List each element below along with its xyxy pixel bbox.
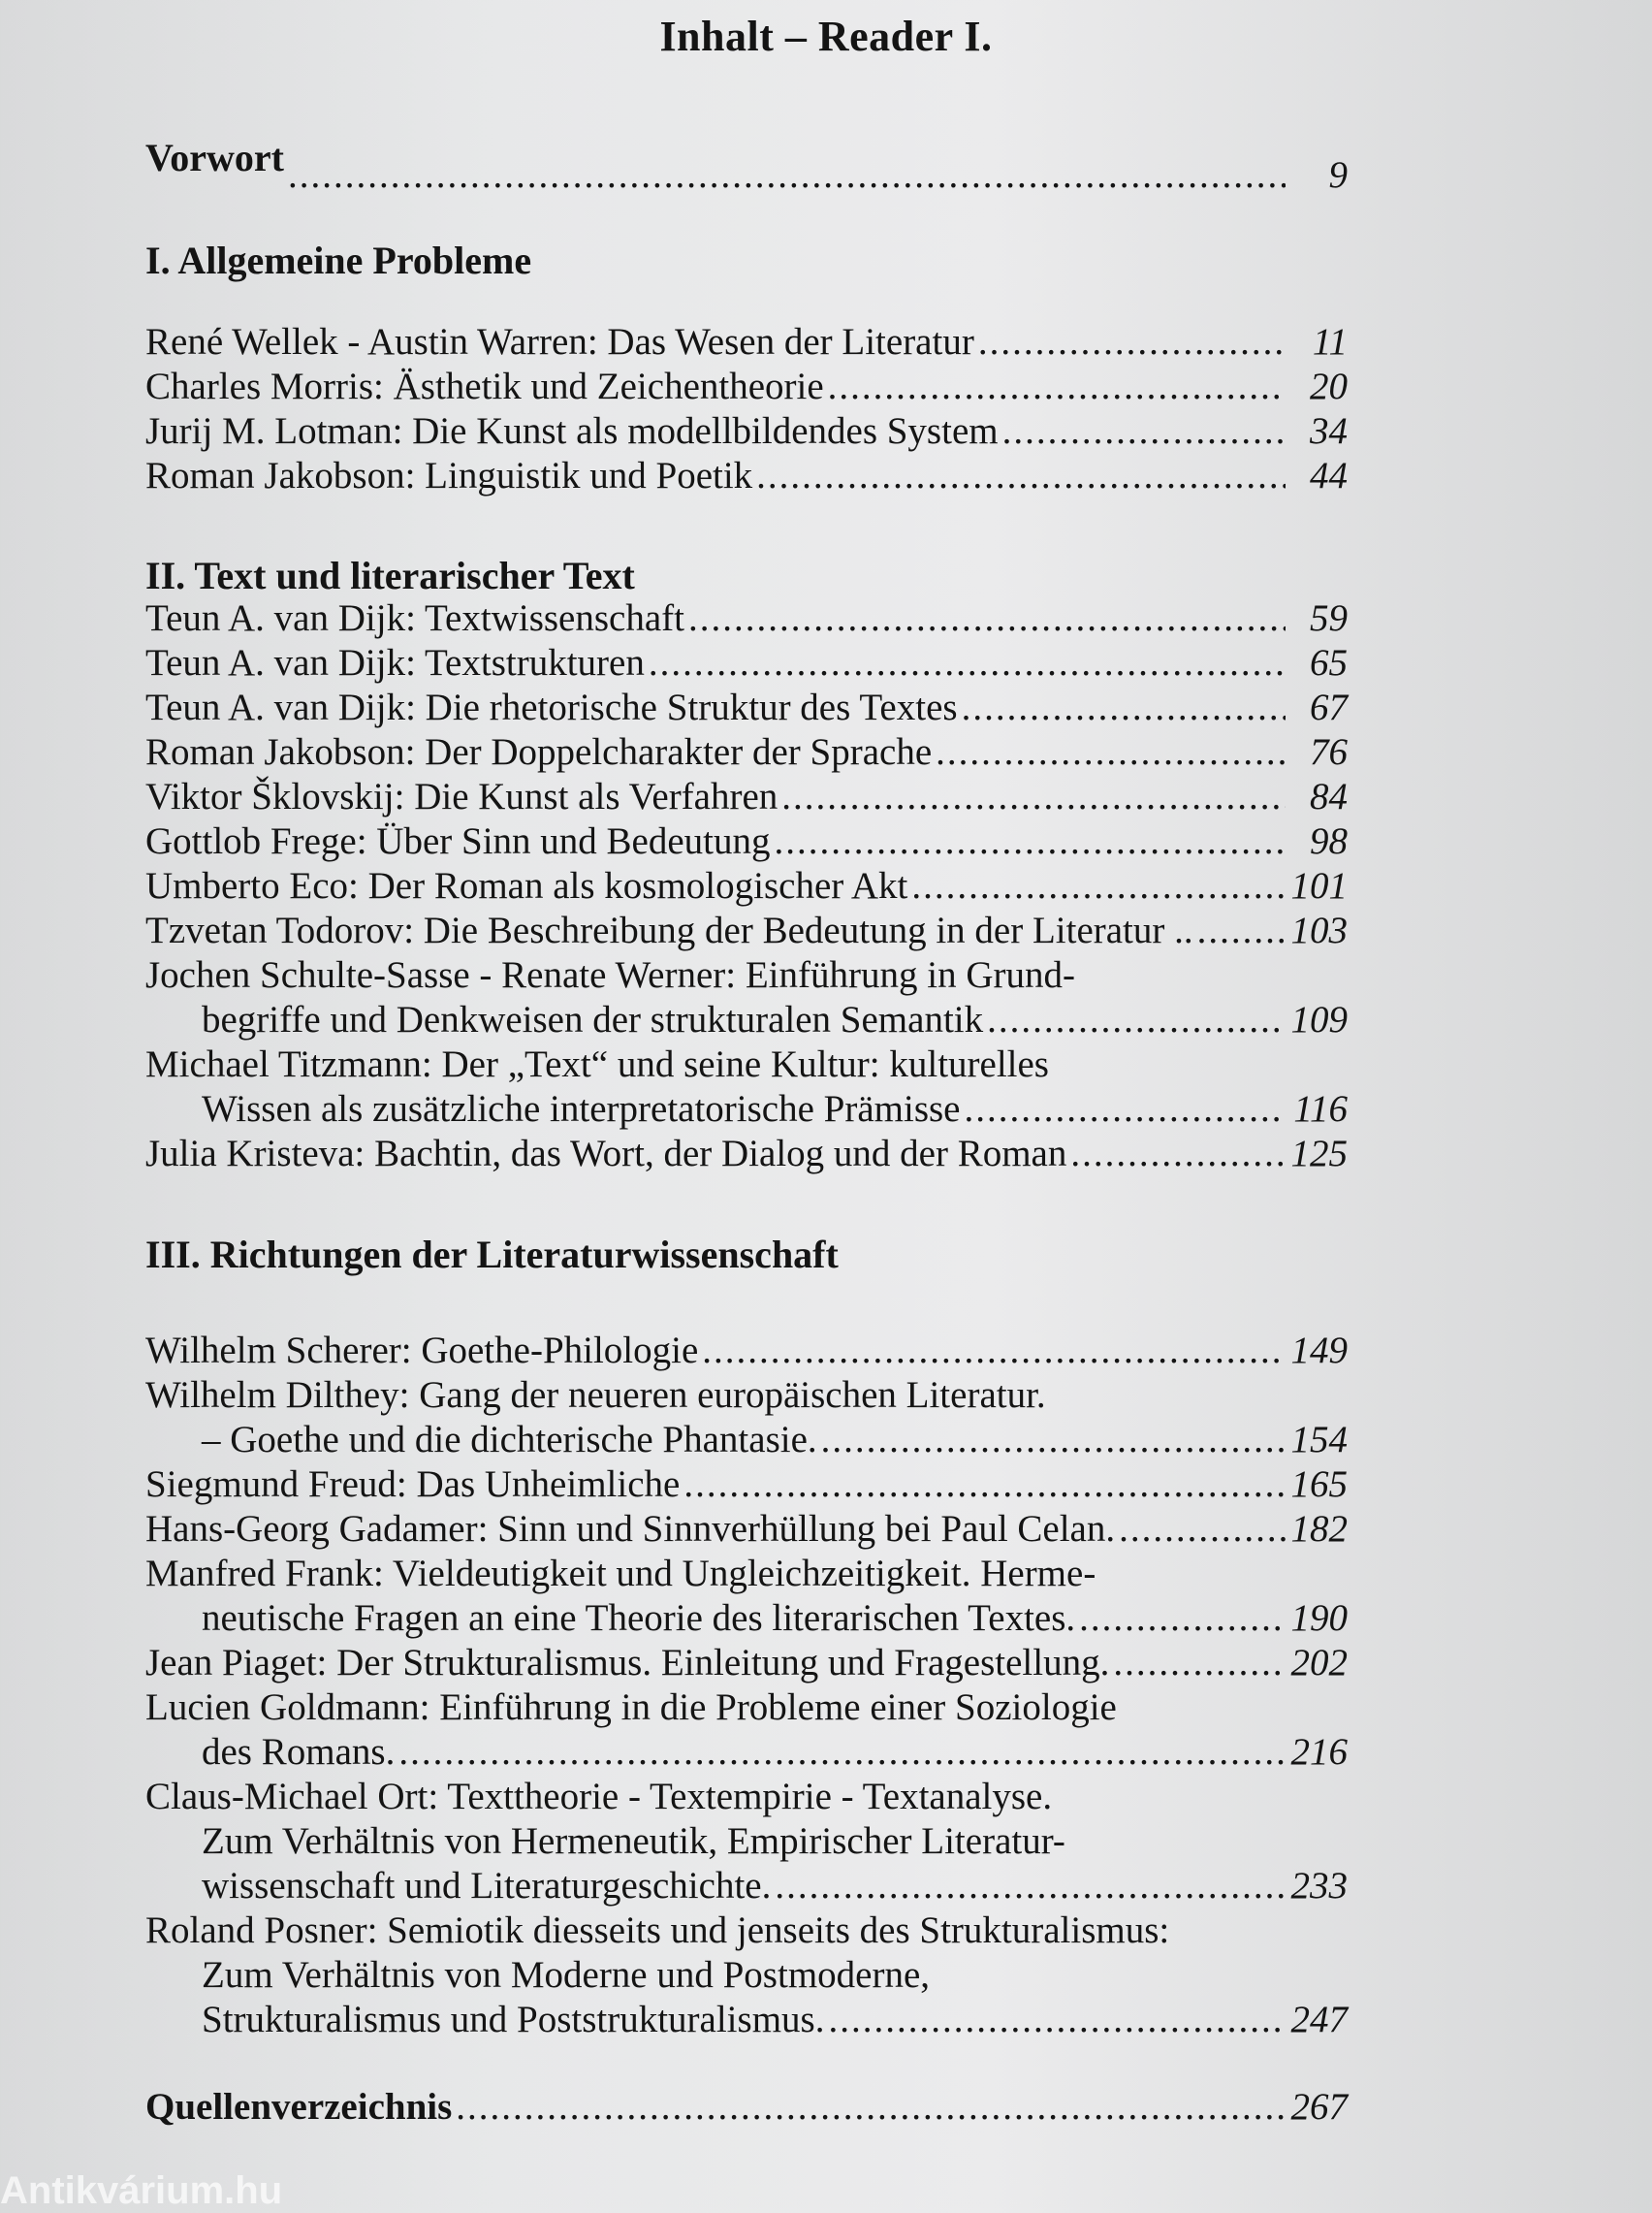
dot-leader — [821, 1418, 1286, 1462]
toc-entry-page-number: 125 — [1290, 1133, 1348, 1174]
toc-entry-text: Lucien Goldmann: Einführung in die Probleme einer Soziologie — [145, 1686, 1117, 1728]
toc-entry-vorwort-page-number: 9 — [1328, 154, 1348, 196]
toc-entry-line — [145, 1775, 1348, 1819]
toc-entry-line — [145, 1132, 1348, 1176]
toc-entry-quellen-line — [145, 2085, 1348, 2130]
toc-entry — [145, 686, 1348, 730]
watermark: Antikvárium.hu — [0, 2169, 283, 2212]
toc-entry-line — [145, 1596, 1348, 1641]
toc-entry-vorwort — [145, 136, 1348, 198]
toc-entry — [145, 1552, 1348, 1641]
toc-entry-page-number: 67 — [1310, 687, 1348, 728]
toc-entry-vorwort-text: Vorwort — [145, 136, 284, 179]
toc-entry-text: Wissen als zusätzliche interpretatorische Prämisse — [202, 1088, 961, 1130]
toc-entry-page-number: 103 — [1290, 910, 1348, 951]
toc-entry — [145, 1329, 1348, 1373]
toc-entry-page-number: 154 — [1290, 1419, 1348, 1460]
dot-leader — [978, 320, 1286, 365]
toc-entry-page-number: 101 — [1290, 865, 1348, 907]
toc-entry-line — [145, 998, 1348, 1042]
toc-entry-page-number: 149 — [1290, 1330, 1348, 1371]
toc-entry-line — [145, 320, 1348, 365]
dot-leader — [911, 864, 1286, 909]
dot-leader — [756, 454, 1286, 498]
toc-entry-line — [145, 1819, 1348, 1864]
toc-entry-text: begriffe und Denkweisen der strukturalen Semantik — [202, 999, 984, 1041]
toc-entry — [145, 454, 1348, 498]
dot-leader — [1113, 1641, 1286, 1685]
dot-leader — [775, 819, 1286, 864]
dot-leader — [649, 641, 1286, 686]
toc-entry-text: Teun A. van Dijk: Textwissenschaft — [145, 597, 684, 639]
toc-entry-text: Siegmund Freud: Das Unheimliche — [145, 1463, 681, 1505]
toc-entry-page-number: 76 — [1310, 731, 1348, 773]
section-heading: I. Allgemeine Probleme — [145, 239, 532, 282]
toc-entry — [145, 596, 1348, 641]
dot-leader — [962, 686, 1286, 730]
toc-entry-page-number: 44 — [1310, 455, 1348, 497]
toc-entry — [145, 1507, 1348, 1552]
page-title: Inhalt – Reader I. — [659, 13, 993, 60]
toc-entry-page-number: 190 — [1290, 1597, 1348, 1639]
toc-entry-line — [145, 1462, 1348, 1507]
toc-entry — [145, 1132, 1348, 1176]
toc-entry-page-number: 34 — [1310, 410, 1348, 452]
toc-entry-line — [145, 730, 1348, 775]
toc-entry-line — [145, 1507, 1348, 1552]
toc-entry-page-number: 84 — [1310, 776, 1348, 818]
toc-entry-line — [145, 1953, 1348, 1998]
toc-entry-text: des Romans. — [202, 1731, 396, 1773]
toc-entry-line — [145, 1373, 1348, 1418]
toc-entry-text: Wilhelm Scherer: Goethe-Philologie — [145, 1330, 699, 1371]
dot-leader — [775, 1864, 1286, 1908]
toc-entry-line — [145, 596, 1348, 641]
toc-entry-text: wissenschaft und Literaturgeschichte. — [202, 1865, 772, 1907]
toc-entry-line — [145, 365, 1348, 409]
toc-entry-page-number: 109 — [1290, 999, 1348, 1041]
toc-entry-line — [145, 454, 1348, 498]
toc-entry-line — [145, 1641, 1348, 1685]
toc-entry — [145, 641, 1348, 686]
dot-leader — [1119, 1507, 1286, 1552]
toc-entry-line — [145, 1730, 1348, 1775]
dot-leader — [1002, 409, 1286, 454]
toc-entry-page-number: 216 — [1290, 1731, 1348, 1773]
toc-entry-text: Manfred Frank: Vieldeutigkeit und Ungleichzeitigkeit. Herme- — [145, 1553, 1096, 1594]
dot-leader — [828, 1998, 1286, 2042]
toc-entry-text: Roman Jakobson: Linguistik und Poetik — [145, 455, 753, 497]
toc-entry — [145, 1462, 1348, 1507]
toc-entry-vorwort-line — [145, 136, 1348, 198]
toc-entry — [145, 1775, 1348, 1908]
toc-entry-line — [145, 1042, 1348, 1087]
toc-entry — [145, 320, 1348, 365]
toc-entry-line — [145, 1329, 1348, 1373]
toc-entry — [145, 864, 1348, 909]
toc-entry — [145, 1373, 1348, 1462]
toc-entry-page-number: 116 — [1293, 1088, 1348, 1130]
toc-entry-page-number: 65 — [1310, 642, 1348, 684]
dot-leader — [828, 365, 1286, 409]
dot-leader — [1070, 1132, 1286, 1176]
toc-entry — [145, 1908, 1348, 2042]
toc-entry-line — [145, 1552, 1348, 1596]
toc-entry-line — [145, 1418, 1348, 1462]
toc-entry — [145, 730, 1348, 775]
toc-entry-line — [145, 953, 1348, 998]
toc-entry-text: Tzvetan Todorov: Die Beschreibung der Bedeutung in der Literatur .. — [145, 910, 1193, 951]
toc-entry-quellen — [145, 2085, 1348, 2130]
toc-entry-line — [145, 641, 1348, 686]
toc-entry-text: Viktor Šklovskij: Die Kunst als Verfahren — [145, 776, 778, 818]
toc-entry-text: Roland Posner: Semiotik diesseits und jenseits des Strukturalismus: — [145, 1909, 1170, 1951]
toc-entry — [145, 1685, 1348, 1775]
toc-entry-text: Umberto Eco: Der Roman als kosmologischer Akt — [145, 865, 908, 907]
dot-leader — [702, 1329, 1286, 1373]
toc-entry-line — [145, 819, 1348, 864]
dot-leader — [1197, 909, 1286, 953]
toc-entry-text: Jochen Schulte-Sasse - Renate Werner: Einführung in Grund- — [145, 954, 1075, 996]
toc-entry-line — [145, 1908, 1348, 1953]
toc-entry-text: Claus-Michael Ort: Texttheorie - Textempirie - Textanalyse. — [145, 1776, 1053, 1817]
toc-entry-text: Charles Morris: Ästhetik und Zeichentheorie — [145, 366, 824, 407]
toc-entry — [145, 409, 1348, 454]
toc-entry — [145, 909, 1348, 953]
toc-entry-text: Teun A. van Dijk: Die rhetorische Struktur des Textes — [145, 687, 958, 728]
toc-entry — [145, 365, 1348, 409]
toc-entry-quellen-text: Quellenverzeichnis — [145, 2086, 453, 2128]
toc-entry-page-number: 20 — [1310, 366, 1348, 407]
dot-leader — [965, 1087, 1287, 1132]
dot-leader — [688, 596, 1286, 641]
toc-entry-page-number: 202 — [1290, 1642, 1348, 1684]
toc-entry-text: Jean Piaget: Der Strukturalismus. Einleitung und Fragestellung. — [145, 1642, 1110, 1684]
toc-entry-line — [145, 1998, 1348, 2042]
toc-entry-line — [145, 1087, 1348, 1132]
toc-entry-text: René Wellek - Austin Warren: Das Wesen der Literatur — [145, 321, 974, 363]
dot-leader — [398, 1730, 1286, 1775]
dot-leader — [683, 1462, 1286, 1507]
toc-entry-line — [145, 909, 1348, 953]
dot-leader — [987, 998, 1286, 1042]
toc-entry-line — [145, 686, 1348, 730]
toc-entry-text: – Goethe und die dichterische Phantasie. — [202, 1419, 817, 1460]
toc-entry-text: Julia Kristeva: Bachtin, das Wort, der Dialog und der Roman — [145, 1133, 1067, 1174]
toc-entry-text: Zum Verhältnis von Hermeneutik, Empirischer Literatur- — [202, 1820, 1065, 1862]
dot-leader — [1079, 1596, 1286, 1641]
toc-entry-text: Strukturalismus und Poststrukturalismus. — [202, 1999, 825, 2040]
toc-entry-page-number: 165 — [1290, 1463, 1348, 1505]
toc-entry-text: Teun A. van Dijk: Textstrukturen — [145, 642, 645, 684]
toc-entry-line — [145, 409, 1348, 454]
toc-entry-text: Michael Titzmann: Der „Text“ und seine Kultur: kulturelles — [145, 1043, 1049, 1085]
toc-entry — [145, 775, 1348, 819]
toc-entry-page-number: 182 — [1290, 1508, 1348, 1550]
toc-entry — [145, 1042, 1348, 1132]
toc-entry-line — [145, 1685, 1348, 1730]
dot-leader — [781, 775, 1286, 819]
toc-entry-text: Zum Verhältnis von Moderne und Postmoderne, — [202, 1954, 931, 1996]
section-heading: II. Text und literarischer Text — [145, 554, 635, 597]
toc-entry-page-number: 98 — [1310, 820, 1348, 862]
dot-leader — [936, 730, 1286, 775]
toc-entry-text: Hans-Georg Gadamer: Sinn und Sinnverhüllung bei Paul Celan. — [145, 1508, 1116, 1550]
toc-entry — [145, 953, 1348, 1042]
toc-entry-line — [145, 775, 1348, 819]
toc-entry-page-number: 247 — [1290, 1999, 1348, 2040]
dot-leader — [456, 2085, 1286, 2130]
toc-entry-text: Roman Jakobson: Der Doppelcharakter der Sprache — [145, 731, 933, 773]
toc-entry-text: Wilhelm Dilthey: Gang der neueren europäischen Literatur. — [145, 1374, 1046, 1416]
toc-entry-page-number: 11 — [1312, 321, 1348, 363]
toc-entry-text: Gottlob Frege: Über Sinn und Bedeutung — [145, 820, 771, 862]
toc-entry-line — [145, 864, 1348, 909]
toc-entry-quellen-page-number: 267 — [1290, 2086, 1348, 2128]
toc-entry — [145, 1641, 1348, 1685]
section-heading: III. Richtungen der Literaturwissenschaft — [145, 1233, 839, 1276]
toc-entry-text: Jurij M. Lotman: Die Kunst als modellbildendes System — [145, 410, 999, 452]
toc-entry-line — [145, 1864, 1348, 1908]
dot-leader — [288, 153, 1286, 198]
toc-entry-page-number: 59 — [1310, 597, 1348, 639]
toc-entry-text: neutische Fragen an eine Theorie des literarischen Textes. — [202, 1597, 1076, 1639]
toc-entry-page-number: 233 — [1290, 1865, 1348, 1907]
toc-entry — [145, 819, 1348, 864]
